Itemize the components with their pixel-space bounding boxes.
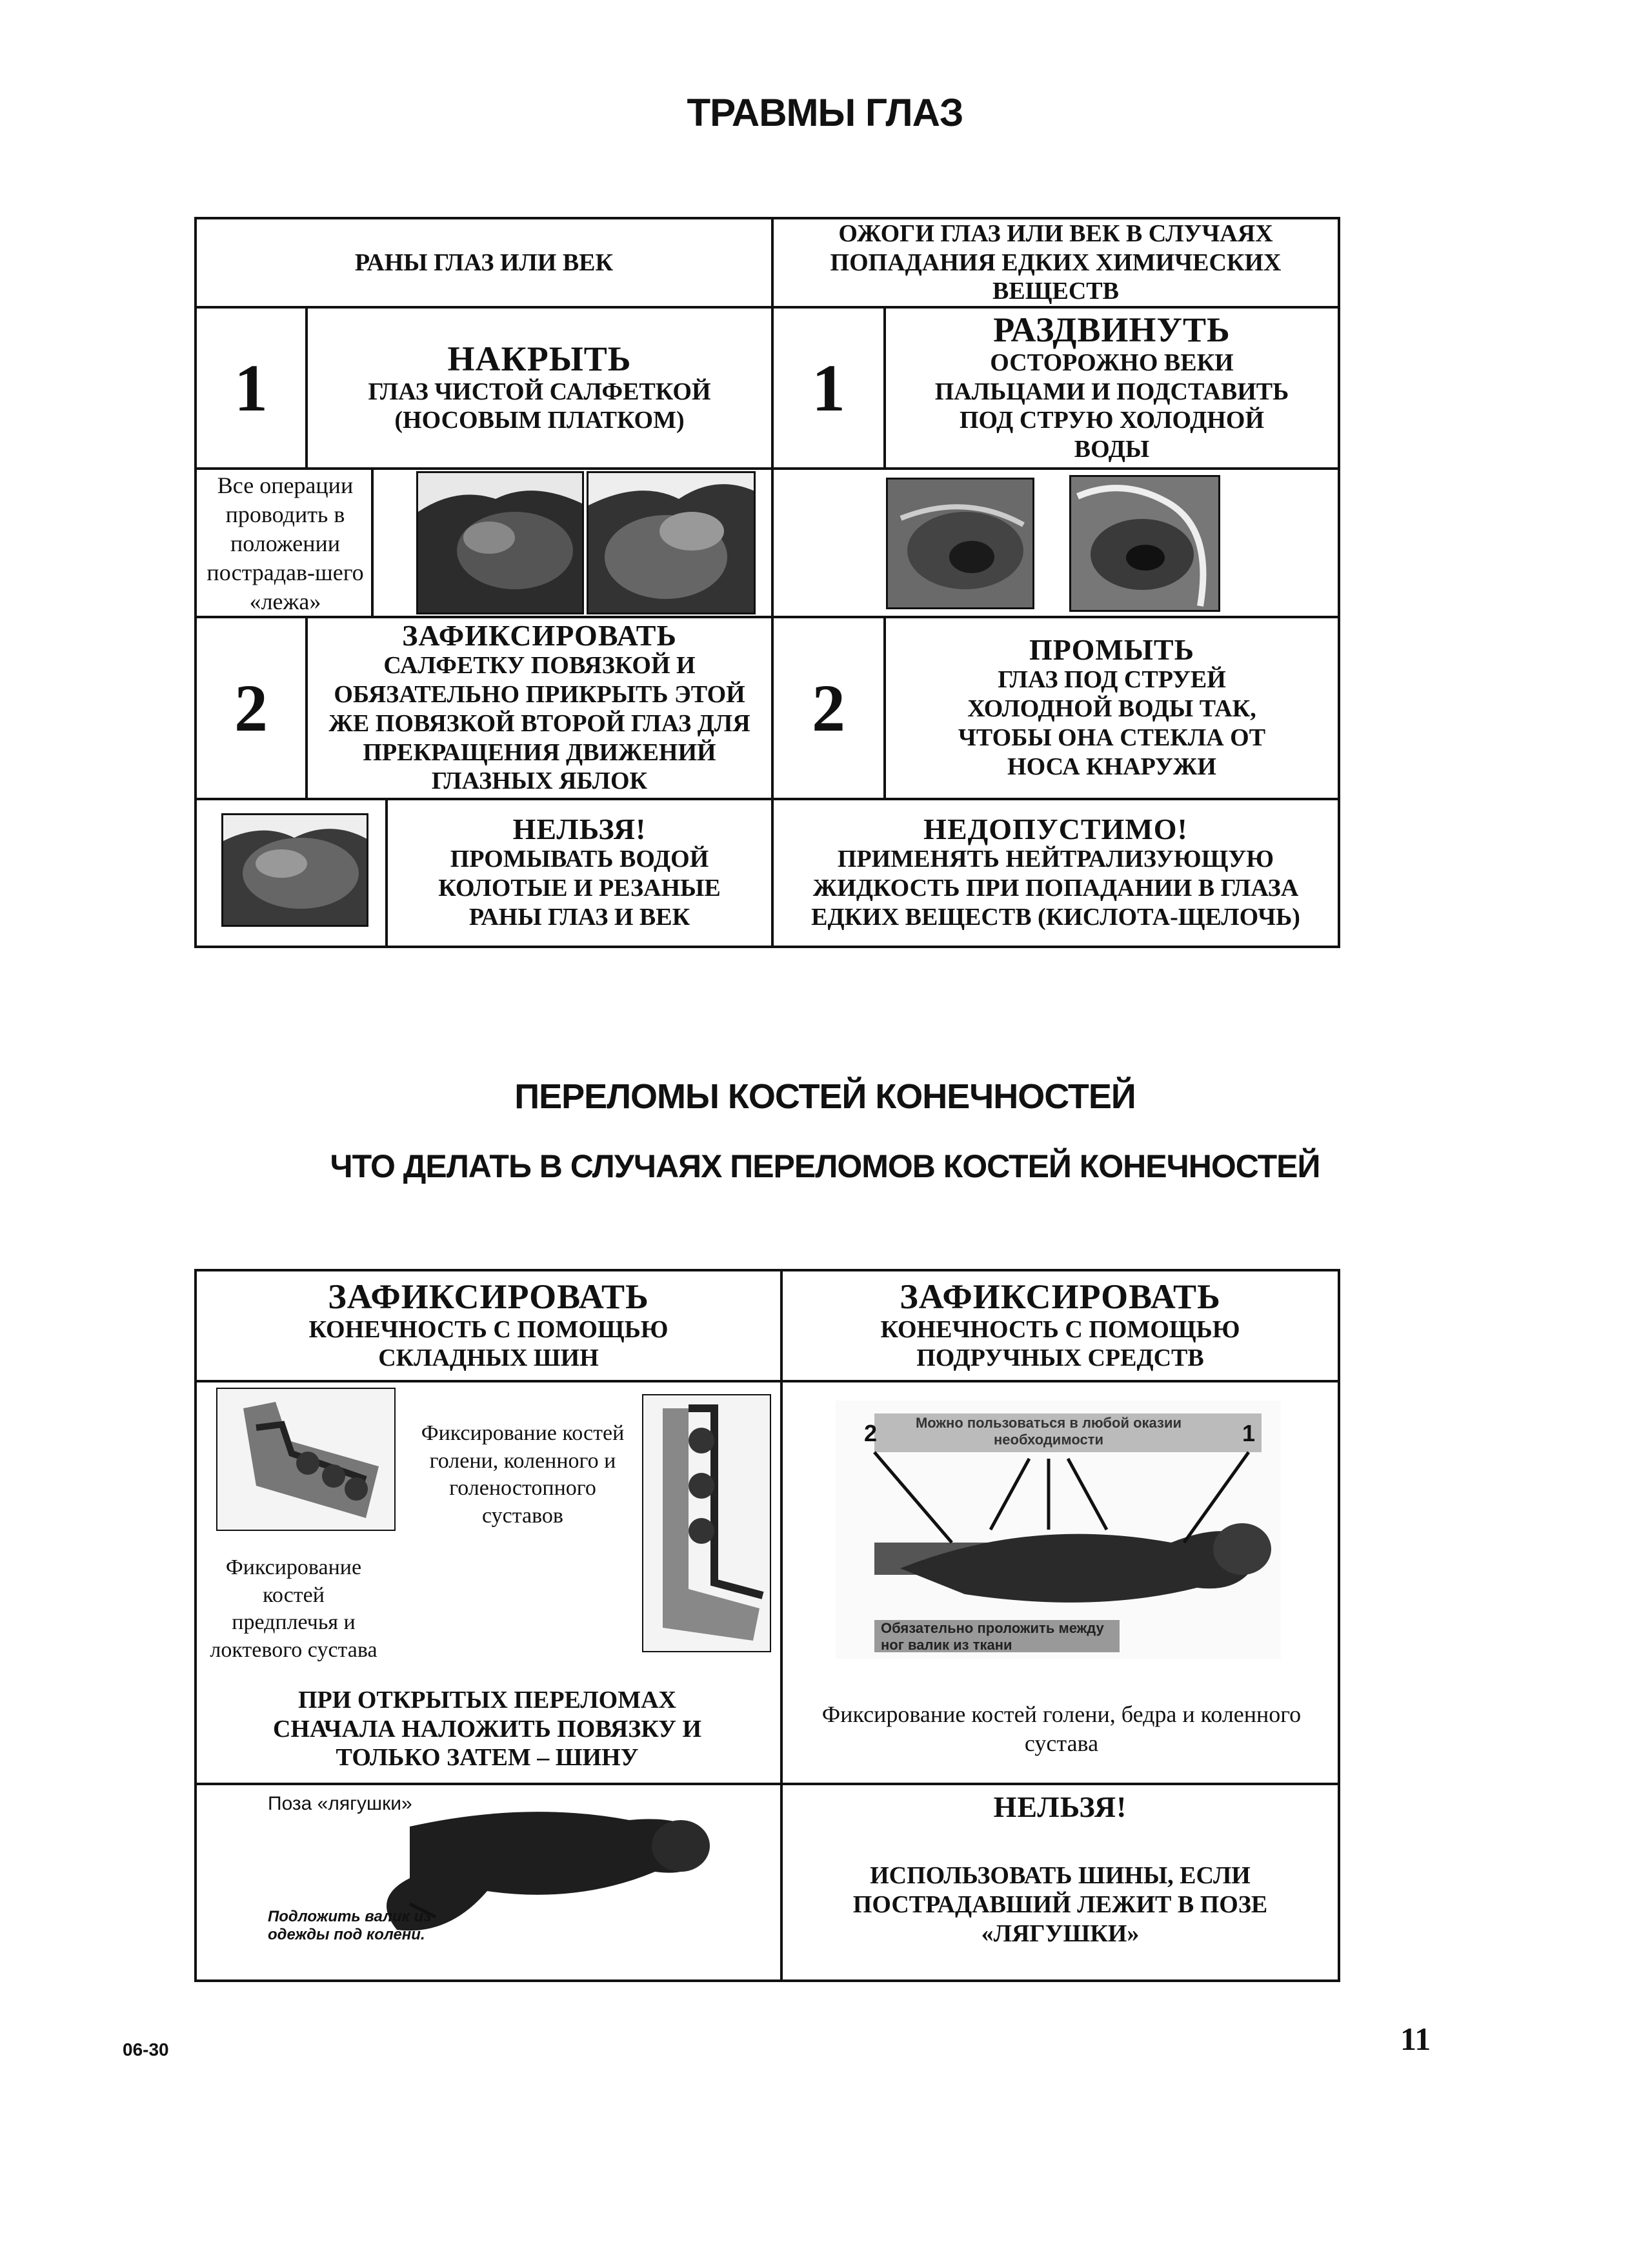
forearm-splint-image [216,1388,396,1531]
improvised-header: ЗАФИКСИРОВАТЬ КОНЕЧНОСТЬ С ПОМОЩЬЮ ПОДРУЧНЫХ СРЕДСТВ [880,1277,1240,1372]
document-code: 06-30 [123,2040,169,2060]
eyelid-photo-2 [1069,475,1220,612]
figure-label-1: 1 [1242,1420,1256,1446]
forearm-splint-caption: Фиксирование костей предплечья и локтевого сустава [210,1555,377,1662]
wound-rinse-warning: НЕЛЬЗЯ! ПРОМЫВАТЬ ВОДОЙ КОЛОТЫЕ И РЕЗАНЫЕ РАНЫ ГЛАЗ И ВЕК [438,813,721,931]
neutralizer-warning: НЕДОПУСТИМО! ПРИМЕНЯТЬ НЕЙТРАЛИЗУЮЩУЮ ЖИДКОСТЬ ПРИ ПОПАДАНИИ В ГЛАЗА ЕДКИХ ВЕЩЕСТВ (КИСЛОТА-ЩЕЛОЧЬ) [811,813,1300,931]
left-step1-number: 1 [234,350,268,425]
improvised-splint-figure [836,1401,1281,1659]
shin-splint-caption: Фиксирование костей голени, коленного и голеностопного суставов [421,1421,625,1528]
wounds-header: РАНЫ ГЛАЗ ИЛИ ВЕК [354,248,614,276]
figure-text-top: Можно пользоваться в любой оказии необходимости [915,1415,1182,1448]
frog-pose-label: Поза «лягушки» [268,1793,412,1814]
bandaged-face-photo-1 [416,471,584,614]
eye-injury-table [194,217,1340,948]
right-step1-instruction: РАЗДВИНУТЬ ОСТОРОЖНО ВЕКИ ПАЛЬЦАМИ И ПОДСТАВИТЬ ПОД СТРУЮ ХОЛОДНОЙ ВОДЫ [934,310,1289,463]
frog-pose-note: Подложить валик из одежды под колени. [268,1908,432,1943]
fracture-table [194,1269,1340,1982]
bandaged-eye-photo [221,813,368,927]
right-step1-number: 1 [812,350,845,425]
frog-pose-warning: НЕЛЬЗЯ! ИСПОЛЬЗОВАТЬ ШИНЫ, ЕСЛИ ПОСТРАДАВШИЙ ЛЕЖИТ В ПОЗЕ «ЛЯГУШКИ» [852,1790,1268,1947]
bandaged-face-photo-2 [587,471,756,614]
left-step1-instruction: НАКРЫТЬ ГЛАЗ ЧИСТОЙ САЛФЕТКОЙ (НОСОВЫМ ПЛАТКОМ) [368,339,711,434]
right-step2-instruction: ПРОМЫТЬ ГЛАЗ ПОД СТРУЕЙ ХОЛОДНОЙ ВОДЫ ТАК, ЧТОБЫ ОНА СТЕКЛА ОТ НОСА КНАРУЖИ [958,633,1266,780]
eye-section-title: ТРАВМЫ ГЛАЗ [687,91,963,134]
right-step2-number: 2 [812,671,845,745]
lying-position-note: Все операции проводить в положении пострадав-шего «лежа» [206,472,364,614]
left-step2-number: 2 [234,671,268,745]
open-fracture-note: ПРИ ОТКРЫТЫХ ПЕРЕЛОМАХ СНАЧАЛА НАЛОЖИТЬ ПОВЯЗКУ И ТОЛЬКО ЗАТЕМ – ШИНУ [272,1686,702,1772]
left-step2-instruction: ЗАФИКСИРОВАТЬ САЛФЕТКУ ПОВЯЗКОЙ И ОБЯЗАТЕЛЬНО ПРИКРЫТЬ ЭТОЙ ЖЕ ПОВЯЗКОЙ ВТОРОЙ ГЛАЗ ДЛЯ ПРЕКРАЩЕНИЯ ДВИЖЕНИЙ ГЛАЗНЫХ ЯБЛОК [328,618,750,795]
leg-splint-caption: Фиксирование костей голени, бедра и коленного сустава [821,1701,1302,1756]
burns-header: ОЖОГИ ГЛАЗ ИЛИ ВЕК В СЛУЧАЯХ ПОПАДАНИЯ ЕДКИХ ХИМИЧЕСКИХ ВЕЩЕСТВ [830,219,1282,305]
page-number: 11 [1400,2021,1431,2057]
frog-pose-image [255,1788,719,1975]
figure-label-2: 2 [864,1420,878,1446]
fracture-section-title: ПЕРЕЛОМЫ КОСТЕЙ КОНЕЧНОСТЕЙ [514,1077,1136,1116]
shin-splint-image [642,1394,771,1652]
splint-header: ЗАФИКСИРОВАТЬ КОНЕЧНОСТЬ С ПОМОЩЬЮ СКЛАДНЫХ ШИН [308,1277,669,1372]
fracture-section-subtitle: ЧТО ДЕЛАТЬ В СЛУЧАЯХ ПЕРЕЛОМОВ КОСТЕЙ КОНЕЧНОСТЕЙ [330,1148,1320,1184]
eyelid-photo-1 [886,478,1034,609]
figure-text-bottom: Обязательно проложить между ног валик из ткани [881,1620,1104,1653]
